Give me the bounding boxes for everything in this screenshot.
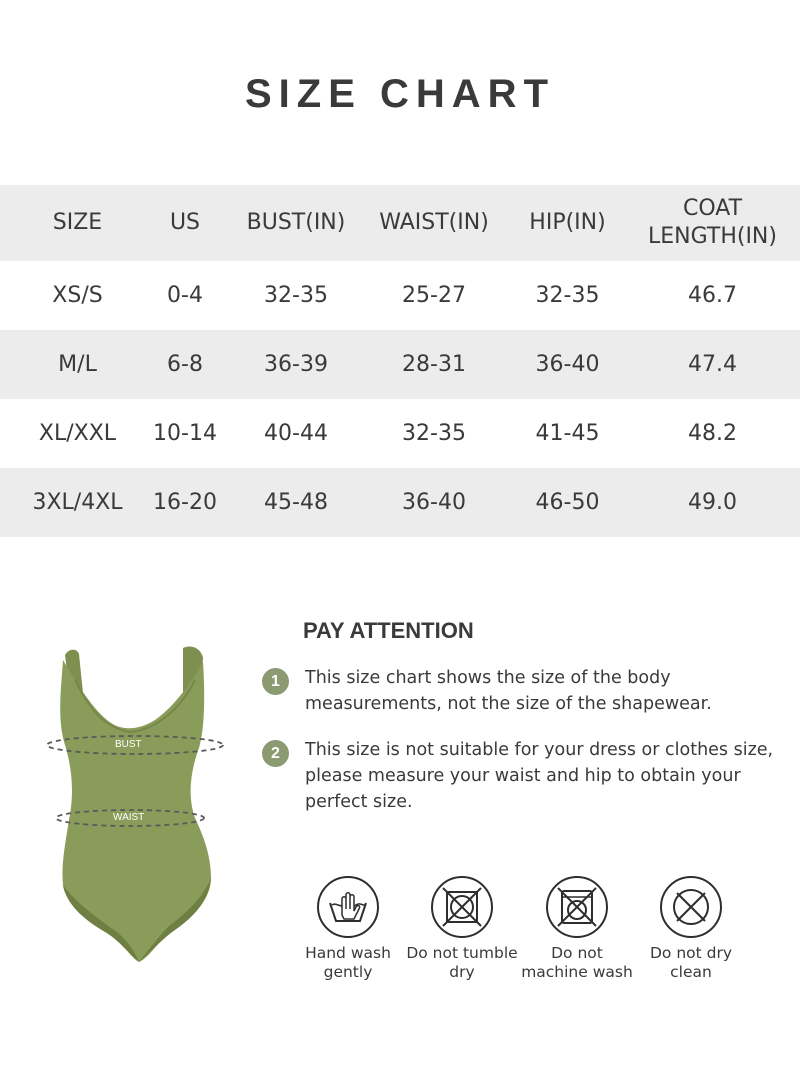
table-cell: 49.0 <box>688 489 737 515</box>
table-row <box>0 468 800 537</box>
header-bust: BUST(IN) <box>246 210 346 235</box>
table-cell: XL/XXL <box>38 420 117 446</box>
care-item <box>517 875 637 982</box>
table-cell: 32-35 <box>264 282 328 308</box>
no-tumble-dry-icon <box>430 875 494 939</box>
step-badge: 2 <box>262 740 289 767</box>
size-table <box>0 185 800 537</box>
table-cell: 28-31 <box>402 351 466 377</box>
table-cell: 46.7 <box>688 282 737 308</box>
care-item <box>288 875 408 982</box>
header-waist: WAIST(IN) <box>379 210 489 235</box>
table-cell: 36-39 <box>264 351 328 377</box>
table-cell: 36-40 <box>535 351 600 377</box>
table-row <box>0 330 800 399</box>
table-cell: 10-14 <box>153 420 217 446</box>
care-label: Do not dry clean <box>649 944 733 981</box>
table-cell: 45-48 <box>264 489 328 515</box>
table-cell: M/L <box>58 351 97 377</box>
table-cell: 32-35 <box>402 420 466 446</box>
table-row <box>0 261 800 330</box>
pay-attention-title: PAY ATTENTION <box>303 618 474 643</box>
header-hip: HIP(IN) <box>529 210 606 235</box>
care-label: Do not machine wash <box>521 944 633 981</box>
attention-text: This size chart shows the size of the body measurements, not the size of the shapewear. <box>305 668 712 714</box>
table-row <box>0 399 800 468</box>
attention-text: This size is not suitable for your dress or clothes size, please measure your waist and hip to obtain your perfect size. <box>305 740 774 812</box>
table-cell: 0-4 <box>167 282 203 308</box>
table-cell: 16-20 <box>153 489 217 515</box>
bodysuit-illustration <box>35 640 225 970</box>
header-us: US <box>169 210 201 235</box>
table-cell: 32-35 <box>535 282 600 308</box>
care-label: Do not tumble dry <box>406 944 518 981</box>
care-label: Hand wash gently <box>305 944 391 981</box>
hand-wash-icon <box>316 875 380 939</box>
table-cell: 40-44 <box>264 420 328 446</box>
care-item <box>402 875 522 982</box>
table-cell: 6-8 <box>167 351 203 377</box>
step-badge: 1 <box>262 668 289 695</box>
table-cell: 36-40 <box>402 489 466 515</box>
table-cell: XS/S <box>52 282 103 308</box>
header-coat-length: COAT LENGTH(IN) <box>648 196 777 249</box>
table-cell: 41-45 <box>535 420 600 446</box>
table-cell: 3XL/4XL <box>32 489 123 515</box>
bust-label: BUST <box>115 739 142 750</box>
table-cell: 46-50 <box>535 489 600 515</box>
care-item <box>631 875 751 982</box>
table-cell: 25-27 <box>402 282 466 308</box>
no-dry-clean-icon <box>659 875 723 939</box>
no-machine-wash-icon <box>545 875 609 939</box>
table-cell: 47.4 <box>688 351 737 377</box>
header-size: SIZE <box>52 210 103 235</box>
table-header-row <box>0 185 800 261</box>
waist-label: WAIST <box>113 812 145 823</box>
table-cell: 48.2 <box>688 420 737 446</box>
page-title: SIZE CHART <box>245 72 555 116</box>
